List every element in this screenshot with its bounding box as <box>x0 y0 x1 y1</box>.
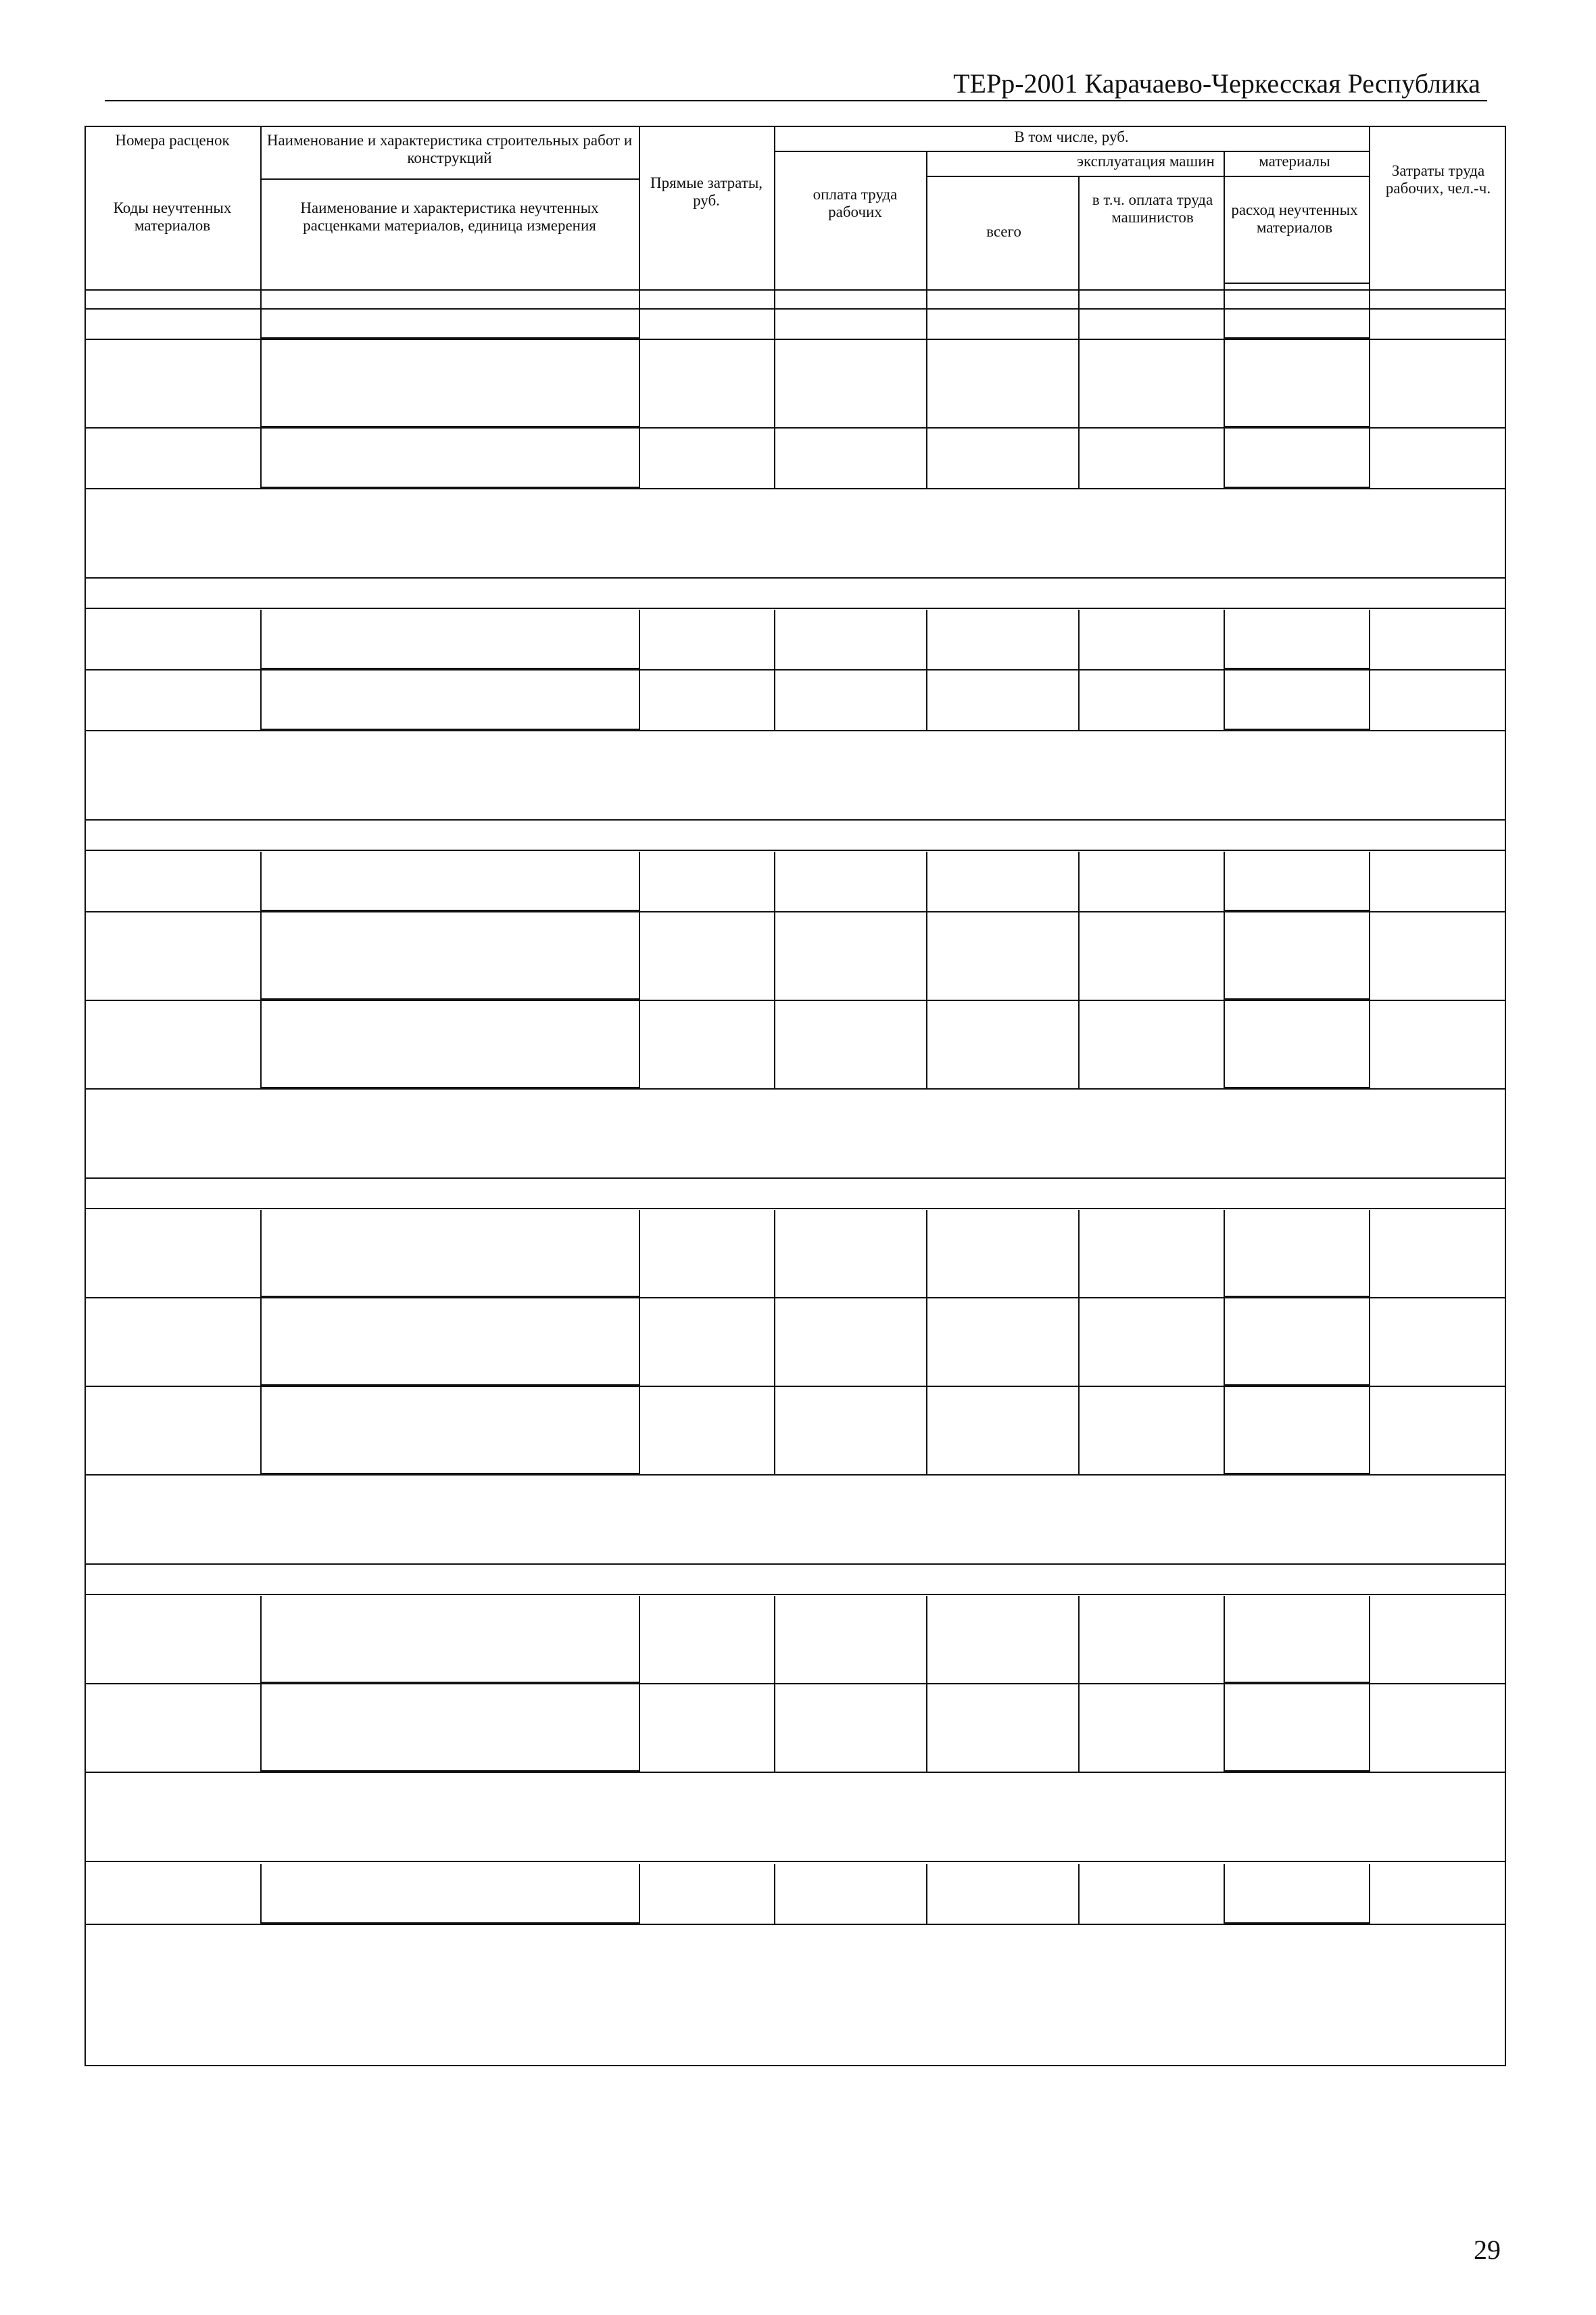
section-line <box>86 577 1505 579</box>
section-line <box>86 1861 1505 1862</box>
column-divider <box>1078 1864 1080 1925</box>
header-line <box>1224 151 1225 308</box>
row-separator <box>86 1924 1505 1925</box>
header-unaccounted-materials: расход неучтенных материалов <box>1231 201 1358 237</box>
row-separator <box>86 911 1505 912</box>
header-work-name: Наименование и характеристика строительных работ и конструкций <box>266 132 633 167</box>
header-line <box>926 176 1369 177</box>
row-underline <box>1224 337 1369 339</box>
header-line <box>260 178 639 180</box>
section-line <box>86 1177 1505 1179</box>
header-line <box>774 151 1369 152</box>
column-divider <box>1078 610 1080 731</box>
header-direct-costs: Прямые затраты, руб. <box>650 174 763 210</box>
section-line <box>86 1594 1505 1595</box>
column-divider <box>1369 610 1370 731</box>
column-divider <box>774 1596 775 1773</box>
column-divider <box>260 310 262 489</box>
column-divider <box>1224 852 1225 1090</box>
column-divider <box>926 610 927 731</box>
header-line <box>639 127 640 308</box>
section-line <box>86 819 1505 821</box>
row-separator <box>86 669 1505 671</box>
column-divider <box>926 1210 927 1476</box>
header-material-name: Наименование и характеристика неучтенных расценками материалов, единица измерения <box>300 199 599 235</box>
header-line <box>926 151 927 308</box>
section-line <box>86 608 1505 609</box>
row-separator <box>86 1088 1505 1090</box>
column-divider <box>1369 852 1370 1090</box>
row-separator <box>86 1772 1505 1773</box>
row-separator <box>86 1683 1505 1684</box>
column-divider <box>639 1864 640 1925</box>
column-divider <box>1224 310 1225 489</box>
header-line <box>86 289 1505 291</box>
column-divider <box>1369 310 1370 489</box>
row-underline <box>1224 1296 1369 1297</box>
row-underline <box>1224 1384 1369 1386</box>
row-underline <box>260 1922 639 1924</box>
header-including: В том числе, руб. <box>1014 128 1129 145</box>
row-underline <box>1224 1922 1369 1924</box>
row-underline <box>1224 668 1369 669</box>
column-divider <box>774 1864 775 1925</box>
row-underline <box>260 998 639 1000</box>
row-underline <box>260 337 639 339</box>
column-divider <box>1224 610 1225 731</box>
column-divider <box>260 1864 262 1925</box>
header-material-codes: Коды неучтенных материалов <box>113 199 232 235</box>
page-number: 29 <box>1474 2235 1501 2265</box>
column-divider <box>1369 1864 1370 1925</box>
row-separator <box>86 1386 1505 1387</box>
row-underline <box>260 1296 639 1297</box>
row-underline <box>260 668 639 669</box>
row-underline <box>1224 1473 1369 1474</box>
column-divider <box>1078 310 1080 489</box>
header-rate-numbers: Номера расценок <box>115 132 230 149</box>
section-line <box>86 1563 1505 1565</box>
row-underline <box>260 729 639 730</box>
column-divider <box>639 1210 640 1476</box>
header-line <box>260 127 262 308</box>
header-rule <box>105 100 1487 101</box>
header-operator-wages: в т.ч. оплата труда машинистов <box>1092 191 1213 226</box>
header-machine-operation: эксплуатация машин <box>1077 153 1215 170</box>
column-divider <box>639 310 640 489</box>
row-separator <box>86 339 1505 340</box>
header-materials: материалы <box>1259 153 1330 170</box>
header-labor-costs: Затраты труда рабочих, чел.-ч. <box>1385 162 1491 197</box>
column-divider <box>1369 1210 1370 1476</box>
header-worker-wages: оплата труда рабочих <box>813 186 898 221</box>
row-underline <box>1224 426 1369 427</box>
column-divider <box>926 1596 927 1773</box>
row-underline <box>260 426 639 427</box>
row-underline <box>260 910 639 911</box>
row-underline <box>260 1384 639 1386</box>
row-separator <box>86 730 1505 731</box>
header-machines-total: всего <box>986 223 1021 240</box>
header-line <box>1224 283 1369 284</box>
column-divider <box>639 852 640 1090</box>
row-underline <box>260 1770 639 1772</box>
row-separator <box>86 1297 1505 1298</box>
column-divider <box>926 310 927 489</box>
column-divider <box>260 1210 262 1476</box>
rates-table-frame <box>84 126 1506 2066</box>
row-separator <box>86 1000 1505 1001</box>
column-divider <box>260 1596 262 1773</box>
column-divider <box>639 1596 640 1773</box>
section-line <box>86 850 1505 851</box>
row-underline <box>1224 910 1369 911</box>
row-underline <box>260 1087 639 1088</box>
row-underline <box>1224 1087 1369 1088</box>
row-underline <box>260 1682 639 1683</box>
column-divider <box>1224 1864 1225 1925</box>
header-line <box>1078 176 1080 308</box>
column-divider <box>774 1210 775 1476</box>
column-divider <box>260 852 262 1090</box>
header-line <box>774 127 775 308</box>
row-underline <box>260 487 639 488</box>
row-separator <box>86 427 1505 429</box>
row-underline <box>1224 487 1369 488</box>
row-underline <box>1224 1770 1369 1772</box>
column-divider <box>926 1864 927 1925</box>
column-divider <box>1078 852 1080 1090</box>
header-line <box>1369 127 1370 308</box>
row-underline <box>1224 998 1369 1000</box>
column-divider <box>774 610 775 731</box>
row-separator <box>86 488 1505 489</box>
column-divider <box>260 610 262 731</box>
column-divider <box>1078 1596 1080 1773</box>
header-line <box>86 308 1505 310</box>
column-divider <box>1078 1210 1080 1476</box>
column-divider <box>926 852 927 1090</box>
column-divider <box>1224 1210 1225 1476</box>
column-divider <box>1369 1596 1370 1773</box>
row-underline <box>1224 1682 1369 1683</box>
section-line <box>86 1208 1505 1209</box>
row-underline <box>1224 729 1369 730</box>
column-divider <box>774 852 775 1090</box>
column-divider <box>774 310 775 489</box>
column-divider <box>639 610 640 731</box>
row-underline <box>260 1473 639 1474</box>
row-separator <box>86 1474 1505 1476</box>
column-divider <box>1224 1596 1225 1773</box>
document-header-title: ТЕРр-2001 Карачаево-Черкесская Республика <box>953 68 1480 99</box>
